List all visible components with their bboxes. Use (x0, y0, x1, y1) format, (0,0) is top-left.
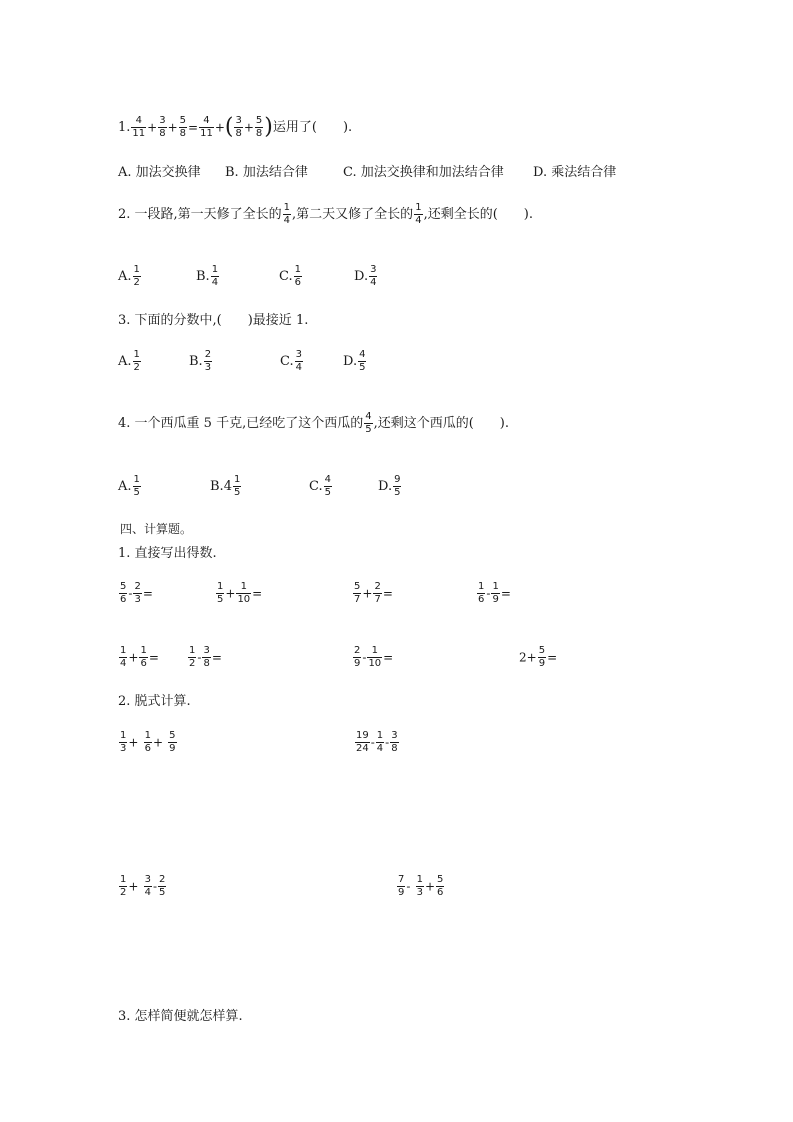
fraction: $\frac{5}{8}$ (255, 115, 263, 139)
q2-option-a[interactable]: A. $\frac{1}{2}$ (118, 264, 140, 288)
question-2-stem: 2. 一段路,第一天修了全长的 $\frac{1}{4}$ ,第二天又修了全长的 $\frac{1}{4}$ ,还剩全长的( ). (118, 202, 533, 226)
question-tail: 运用了( ). (272, 120, 353, 135)
part-2-title: 2. 脱式计算. (118, 694, 191, 709)
operator: + (243, 120, 254, 135)
q4-option-d[interactable]: D. $\frac{9}{5}$ (378, 474, 401, 498)
oral-item: $\frac{1}{2}$ - $\frac{3}{8}$ = (189, 645, 222, 669)
q1-option-b[interactable]: B. 加法结合律 (225, 165, 308, 180)
q1-option-c[interactable]: C. 加法交换律和加法结合律 (343, 165, 504, 180)
question-number: 1. (118, 120, 131, 135)
operator: + (214, 120, 225, 135)
oral-item: $\frac{1}{6}$ - $\frac{1}{9}$ = (478, 581, 511, 605)
paren: ) (264, 114, 273, 140)
question-4-stem: 4. 一个西瓜重 5 千克,已经吃了这个西瓜的 $\frac{4}{5}$ ,还剩这个西瓜的( ). (118, 411, 510, 435)
fraction: $\frac{4}{11}$ (200, 115, 213, 139)
operator: + (147, 120, 158, 135)
oral-item: $\frac{5}{7}$ + $\frac{2}{7}$ = (354, 581, 393, 605)
q1-option-a[interactable]: A. 加法交换律 (118, 165, 201, 180)
fraction: $\frac{3}{8}$ (159, 115, 166, 139)
fraction: $\frac{4}{11}$ (132, 115, 146, 139)
q3-option-c[interactable]: C. $\frac{3}{4}$ (280, 349, 302, 373)
oral-item: 2+ $\frac{5}{9}$ = (519, 645, 558, 669)
fraction: $\frac{5}{8}$ (179, 115, 187, 139)
paren: ( (224, 114, 234, 140)
q2-option-c[interactable]: C. $\frac{1}{6}$ (279, 264, 301, 288)
q4-option-c[interactable]: C. $\frac{4}{5}$ (309, 474, 331, 498)
step-calc-item: $\frac{1}{2}$ + $\frac{3}{4}$ - $\frac{2}{5}$ (120, 874, 166, 898)
fraction: $\frac{3}{8}$ (235, 115, 242, 139)
part-1-title: 1. 直接写出得数. (118, 546, 217, 561)
step-calc-item: $\frac{1}{3}$ + $\frac{1}{6}$ + $\frac{5}{9}$ (120, 730, 176, 754)
q3-option-b[interactable]: B. $\frac{2}{3}$ (189, 349, 212, 373)
question-1-stem (118, 116, 352, 139)
oral-item: $\frac{5}{6}$ - $\frac{2}{3}$ = (120, 581, 153, 605)
q3-option-d[interactable]: D. $\frac{4}{5}$ (343, 349, 366, 373)
q2-option-b[interactable]: B. $\frac{1}{4}$ (196, 264, 219, 288)
step-calc-item: $\frac{19}{24}$ - $\frac{1}{4}$ - $\frac{3}{8}$ (356, 730, 398, 754)
operator: = (188, 120, 199, 135)
oral-item: $\frac{1}{5}$ + $\frac{1}{10}$ = (217, 581, 263, 605)
operator: + (167, 120, 178, 135)
oral-item: $\frac{1}{4}$ + $\frac{1}{6}$ = (120, 645, 159, 669)
q3-option-a[interactable]: A. $\frac{1}{2}$ (118, 349, 140, 373)
question-3-stem: 3. 下面的分数中,( )最接近 1. (118, 313, 309, 328)
q4-option-a[interactable]: A. $\frac{1}{5}$ (118, 474, 140, 498)
q1-option-d[interactable]: D. 乘法结合律 (533, 165, 617, 180)
q2-option-d[interactable]: D. $\frac{3}{4}$ (354, 264, 377, 288)
section-title: 四、计算题。 (120, 522, 193, 536)
part-3-title: 3. 怎样简便就怎样算. (118, 1009, 243, 1024)
q4-option-b[interactable]: B.4 $\frac{1}{5}$ (210, 474, 241, 498)
step-calc-item: $\frac{7}{9}$ - $\frac{1}{3}$ + $\frac{5}{6}$ (398, 874, 444, 898)
oral-item: $\frac{2}{9}$ - $\frac{1}{10}$ = (354, 645, 394, 669)
